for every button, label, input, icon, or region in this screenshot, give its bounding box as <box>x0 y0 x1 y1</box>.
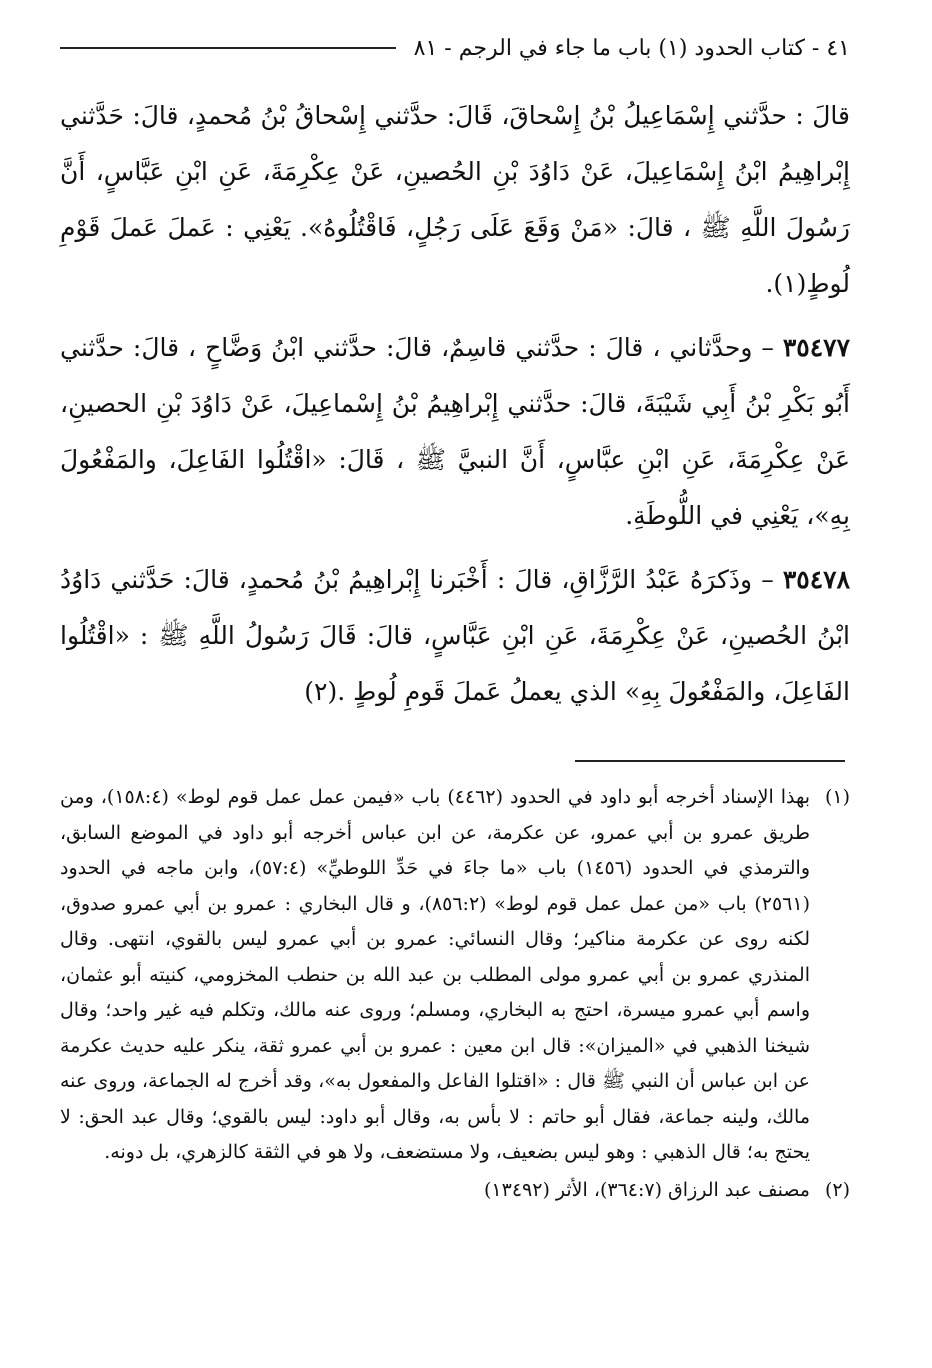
header-rule <box>60 47 396 49</box>
footnote <box>60 780 850 1171</box>
footnote-text: مصنف عبد الرزاق (٣٦٤:٧)، الأثر (١٣٤٩٢) <box>483 1178 810 1201</box>
footnote-separator <box>575 760 845 762</box>
footnote-marker: (١) <box>824 786 850 808</box>
footnote-marker: (٢) <box>824 1178 850 1201</box>
hadith-number: ٣٥٤٧٨ <box>782 565 850 594</box>
footnotes <box>60 780 850 1208</box>
paragraph-text: – وحدَّثاني ، قالَ : حدَّثني قاسِمٌ، قالَ: حدَّثني ابْنُ وَضَّاحٍ ، قالَ: حدَّثني أَبُو بَكْرِ بْنُ أَبِي شَيْبَةَ، قالَ: حدَّثني إِبْراهِيمُ بْنُ إِسْماعِيلَ، عَنْ دَاوُدَ بْنِ الحصينِ، عَنْ عِكْرِمَةَ، عَنِ ابْنِ عبَّاسٍ، أَنَّ النبيَّ ﷺ ، قَالَ: «اقْتُلُوا الفَاعِلَ، والمَفْعُولَ بِهِ»، يَعْنِي في اللُّوطَةِ. <box>60 333 850 530</box>
footnote-text: بهذا الإسناد أخرجه أبو داود في الحدود (٤٤٦٢) باب «فيمن عمل عمل قوم لوط» (١٥٨:٤)، ومن طريق عمرو بن أبي عمرو، عن عكرمة، عن ابن عباس أخرجه أبو داود في الموضع السابق، والترمذي في الحدود (١٤٥٦) باب «ما جاءَ في حَدِّ اللوطيِّ» (٥٧:٤)، وابن ماجه في الحدود (٢٥٦١) باب «من عمل عمل قوم لوط» (٨٥٦:٢)، و قال البخاري : عمرو بن أبي عمرو صدوق، لكنه روى عن عكرمة مناكير؛ وقال النسائي: عمرو بن أبي عمرو ليس بالقوي، انتهى. وقال المنذري عمرو بن أبي عمرو مولى المطلب بن عبد الله بن حنطب المخزومي، كنيته أبو عثمان، واسم أبي عمرو ميسرة، احتج به البخاري، ومسلم؛ وروى عنه مالك، وتكلم فيه غير واحد؛ وقال شيخنا الذهبي في «الميزان»: قال ابن معين : عمرو بن أبي عمرو ثقة، ينكر عليه حديث عكرمة عن ابن عباس أن النبي ﷺ قال : «اقتلوا الفاعل والمفعول به»، وقد أخرج له الجماعة، وروى عنه مالك، ولينه جماعة، فقال أبو حاتم : لا بأس به، وقال أبو داود: ليس بالقوي؛ وقال عبد الحق: لا يحتج به؛ قال الذهبي : وهو ليس بضعيف، ولا مستضعف، ولا هو في الثقة كالزهري، بل دونه. <box>60 786 811 1163</box>
running-head <box>60 28 850 68</box>
paragraph-text: قالَ : حدَّثني إِسْمَاعِيلُ بْنُ إِسْحاقَ، قَالَ: حدَّثني إِسْحاقُ بْنُ مُحمدٍ، قالَ: حَدَّثني إِبْراهِيمُ ابْنُ إِسْمَاعِيلَ، عَنْ دَاوُدَ بْنِ الحُصينِ، عَنْ عِكْرِمَةَ، عَنِ ابْنِ عَبَّاسٍ، أَنَّ رَسُولَ اللَّهِ ﷺ ، قالَ: «مَنْ وَقَعَ عَلَى رَجُلٍ، فَاقْتُلُوهُ». يَعْنِي : عَملَ عَملَ قَوْمِ لُوطٍ(١). <box>60 101 850 298</box>
paragraph-text: – وذَكرَهُ عَبْدُ الرَّزَّاقِ، قالَ : أَخْبَرنا إِبْراهِيمُ بْنُ مُحمدٍ، قالَ: حَدَّثني دَاوُدُ ابْنُ الحُصينِ، عَنْ عِكْرِمَةَ، عَنِ ابْنِ عَبَّاسٍ، قالَ: قَالَ رَسُولُ اللَّهِ ﷺ : «اقْتُلُوا الفَاعِلَ، والمَفْعُولَ بِهِ» الذي يعملُ عَملَ قَومِ لُوطٍ .(٢) <box>60 565 850 706</box>
paragraph <box>60 320 850 544</box>
running-head-text: ٤١ - كتاب الحدود (١) باب ما جاء في الرجم - ٨١ <box>413 35 850 61</box>
main-text <box>60 88 850 720</box>
hadith-number: ٣٥٤٧٧ <box>782 333 850 362</box>
paragraph <box>60 88 850 312</box>
paragraph <box>60 552 850 720</box>
footnote <box>60 1173 850 1209</box>
